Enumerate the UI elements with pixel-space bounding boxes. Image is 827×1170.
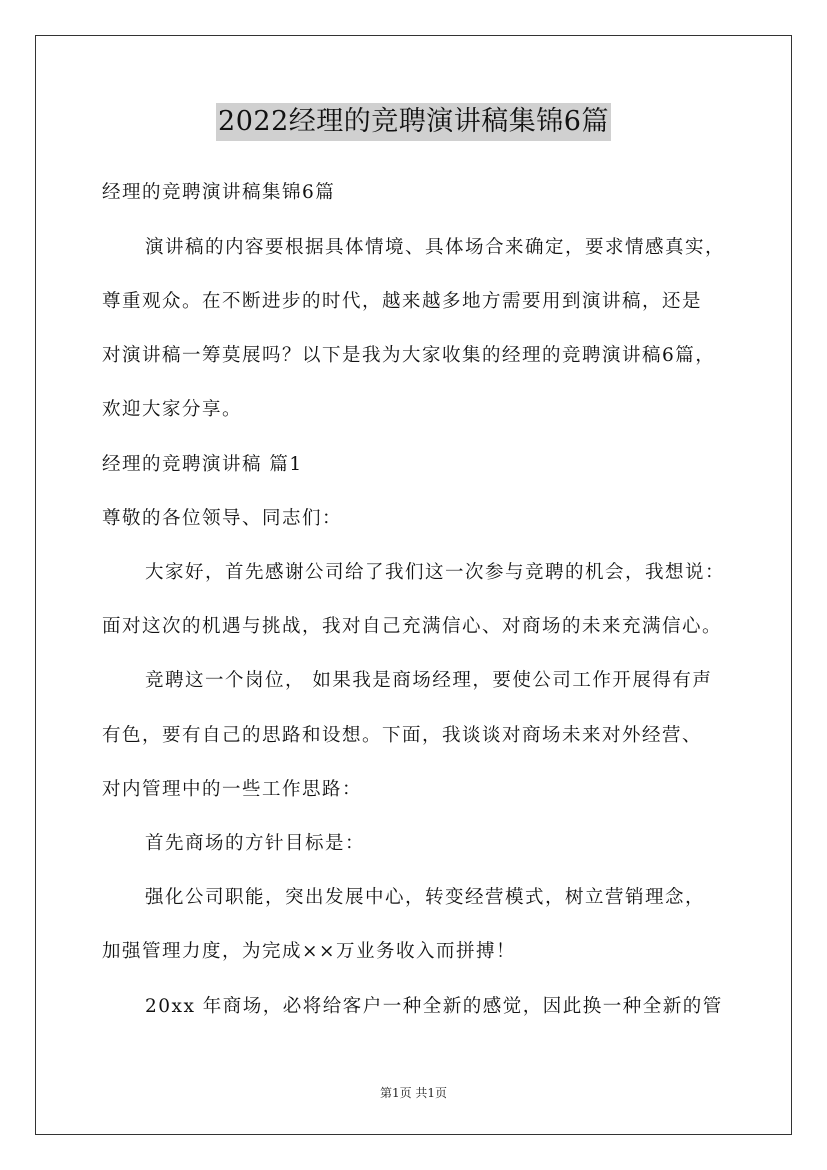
- paragraph-line: 演讲稿的内容要根据具体情境、具体场合来确定，要求情感真实，: [145, 237, 726, 258]
- paragraph-line: 竞聘这一个岗位， 如果我是商场经理，要使公司工作开展得有声: [145, 670, 713, 691]
- page-number-footer: 第1页 共1页: [379, 1086, 448, 1100]
- paragraph-line: 欢迎大家分享。: [102, 399, 243, 420]
- title-container: [0, 103, 827, 141]
- section-heading: 经理的竞聘演讲稿 篇1: [102, 454, 303, 475]
- document-title: 2022经理的竞聘演讲稿集锦6篇: [216, 103, 611, 141]
- paragraph-line: 加强管理力度，为完成××万业务收入而拼搏！: [102, 941, 517, 962]
- paragraph-line: 对演讲稿一筹莫展吗？以下是我为大家收集的经理的竞聘演讲稿6篇，: [102, 345, 716, 366]
- paragraph-line: 强化公司职能，突出发展中心，转变经营模式，树立营销理念，: [145, 887, 706, 908]
- paragraph-line: 首先商场的方针目标是：: [145, 833, 366, 854]
- paragraph-line: 20xx 年商场，必将给客户一种全新的感觉，因此换一种全新的管: [145, 996, 723, 1017]
- paragraph-line: 面对这次的机遇与挑战，我对自己充满信心、对商场的未来充满信心。: [102, 616, 723, 637]
- paragraph-line: 对内管理中的一些工作思路：: [102, 779, 363, 800]
- salutation-line: 尊敬的各位领导、同志们：: [102, 508, 343, 529]
- paragraph-line: 大家好，首先感谢公司给了我们这一次参与竞聘的机会，我想说：: [145, 562, 726, 583]
- paragraph-line: 尊重观众。在不断进步的时代，越来越多地方需要用到演讲稿，还是: [102, 291, 703, 312]
- subtitle-line: 经理的竞聘演讲稿集锦6篇: [102, 182, 336, 203]
- paragraph-line: 有色，要有自己的思路和设想。下面，我谈谈对商场未来对外经营、: [102, 725, 703, 746]
